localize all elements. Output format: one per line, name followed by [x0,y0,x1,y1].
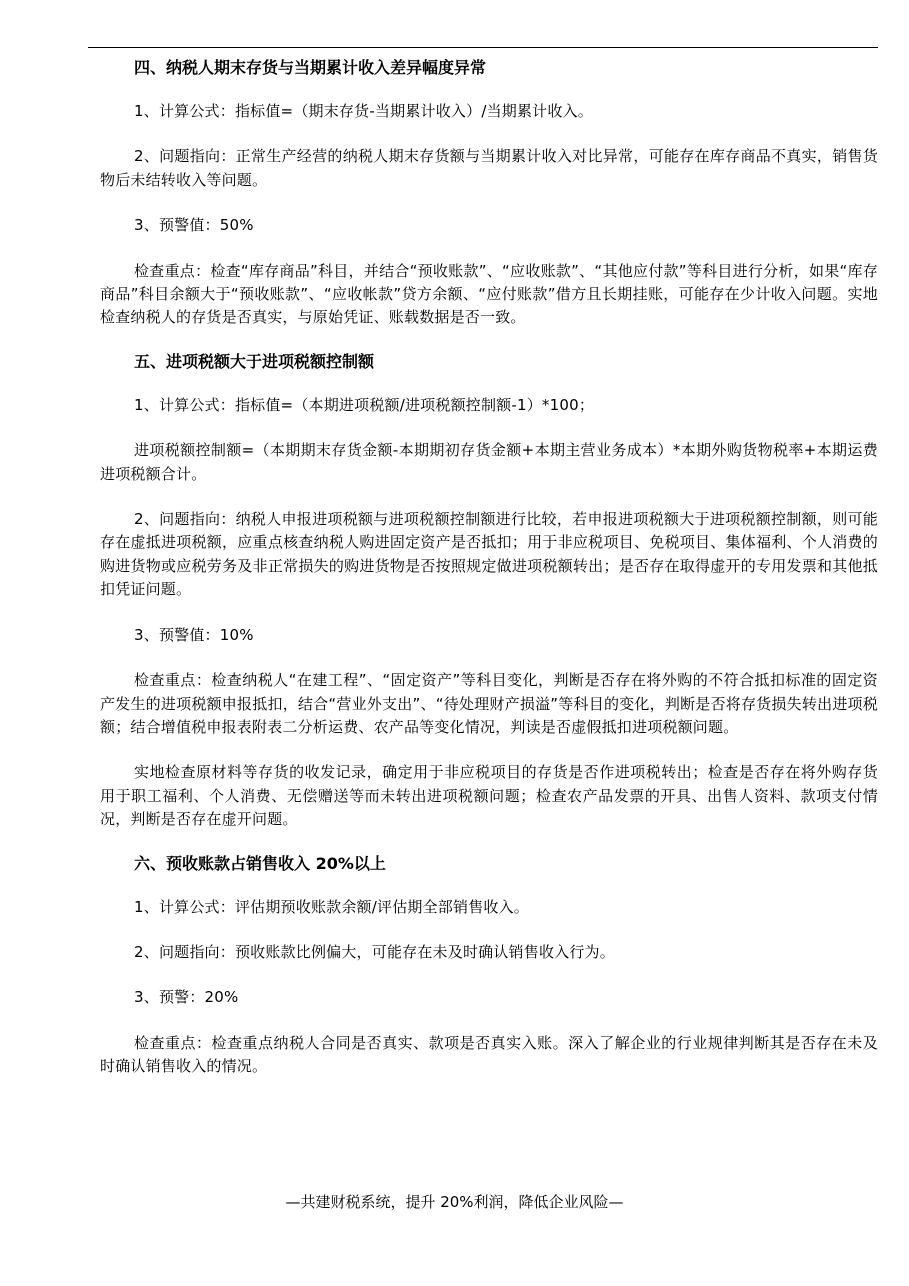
paragraph: 实地检查原材料等存货的收发记录，确定用于非应税项目的存货是否作进项税转出；检查是否存在将外购存货用于职工福利、个人消费、无偿赠送等而未转出进项税额问题；检查农产品发票的开具、出售人资料、款项支付情况，判断是否存在虚开问题。 [100,763,878,829]
paragraph: 检查重点：检查重点纳税人合同是否真实、款项是否真实入账。深入了解企业的行业规律判断其是否存在未及时确认销售收入的情况。 [100,1033,878,1076]
paragraph: 进项税额控制额=（本期期末存货金额-本期期初存货金额+本期主营业务成本）*本期外购货物税率+本期运费进项税额合计。 [100,441,878,483]
paragraph: 检查重点：检查“库存商品”科目，并结合“预收账款”、“应收账款”、“其他应付款”等科目进行分析，如果“库存商品”科目余额大于“预收账款”、“应收帐款”贷方余额、“应付账款”借方且长期挂账，可能存在少计收入问题。实地检查纳税人的存货是否真实，与原始凭证、账载数据是否一致。 [100,261,878,327]
paragraph: 2、问题指向：预收账款比例偏大，可能存在未及时确认销售收入行为。 [134,942,615,961]
paragraph: 3、预警值：50% [134,216,254,235]
paragraph: 检查重点：检查纳税人“在建工程”、“固定资产”等科目变化，判断是否存在将外购的不符合抵扣标准的固定资产发生的进项税额申报抵扣，结合“营业外支出”、“待处理财产损溢”等科目的变化，判断是否将存货损失转出进项税额；结合增值税申报表附表二分析运费、农产品等变化情况，判读是否虚假抵扣进项税额问题。 [100,671,878,736]
paragraph: 3、预警：20% [134,988,239,1007]
page-footer: —共建财税系统，提升 20%利润，降低企业风险— [285,1193,624,1211]
section-heading: 六、预收账款占销售收入 20%以上 [134,853,386,873]
section-heading: 四、纳税人期末存货与当期累计收入差异幅度异常 [134,58,487,77]
paragraph: 1、计算公式：指标值=（本期进项税额/进项税额控制额-1）*100； [134,395,595,414]
paragraph: 1、计算公式：指标值=（期末存货-当期累计收入）/当期累计收入。 [134,102,593,120]
paragraph: 1、计算公式：评估期预收账款余额/评估期全部销售收入。 [134,897,529,916]
document-body [100,58,878,1101]
section-heading: 五、进项税额大于进项税额控制额 [134,351,375,371]
header-rule [88,47,878,48]
paragraph: 3、预警值：10% [134,625,254,644]
paragraph: 2、问题指向：正常生产经营的纳税人期末存货额与当期累计收入对比异常，可能存在库存商品不真实，销售货物后未结转收入等问题。 [100,147,878,189]
paragraph: 2、问题指向：纳税人申报进项税额与进项税额控制额进行比较，若申报进项税额大于进项税额控制额，则可能存在虚抵进项税额，应重点核查纳税人购进固定资产是否抵扣；用于非应税项目、免税项目、集体福利、个人消费的购进货物或应税劳务及非正常损失的购进货物是否按照规定做进项税额转出；是否存在取得虚开的专用发票和其他抵扣凭证问题。 [100,510,878,599]
